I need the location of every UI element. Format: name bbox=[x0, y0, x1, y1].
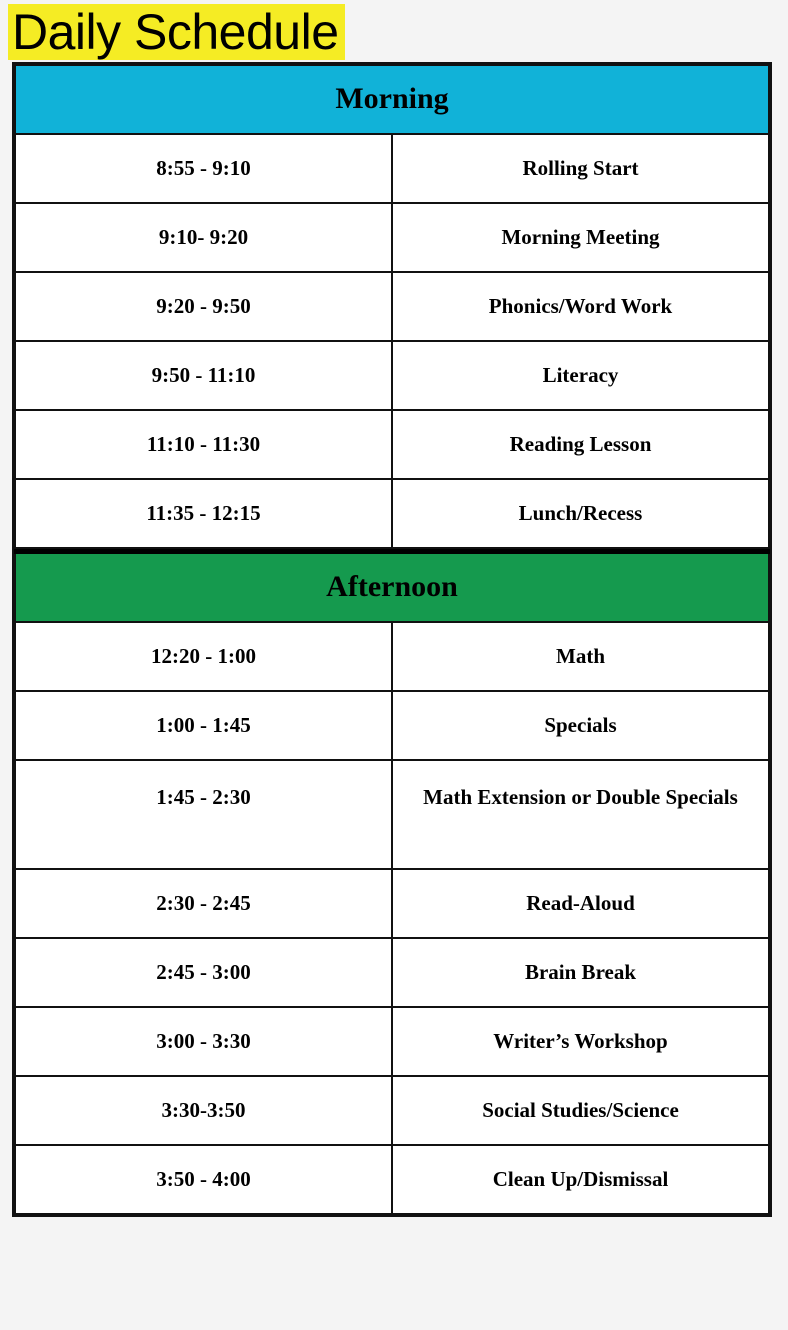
activity-cell: Read-Aloud bbox=[392, 869, 769, 938]
activity-cell: Reading Lesson bbox=[392, 410, 769, 479]
activity-cell: Phonics/Word Work bbox=[392, 272, 769, 341]
table-row bbox=[15, 479, 769, 548]
time-cell: 9:20 - 9:50 bbox=[15, 272, 392, 341]
time-cell: 3:30-3:50 bbox=[15, 1076, 392, 1145]
activity-cell: Math Extension or Double Specials bbox=[392, 760, 769, 869]
time-cell: 1:00 - 1:45 bbox=[15, 691, 392, 760]
morning-section-header-row bbox=[15, 65, 769, 134]
activity-cell: Clean Up/Dismissal bbox=[392, 1145, 769, 1214]
activity-cell: Morning Meeting bbox=[392, 203, 769, 272]
table-row bbox=[15, 272, 769, 341]
time-cell: 11:10 - 11:30 bbox=[15, 410, 392, 479]
morning-section-heading: Morning bbox=[15, 65, 769, 134]
table-row bbox=[15, 341, 769, 410]
activity-cell: Rolling Start bbox=[392, 134, 769, 203]
afternoon-section-header-row bbox=[15, 552, 769, 623]
afternoon-schedule-table bbox=[14, 549, 770, 1215]
page-title-container bbox=[0, 0, 788, 62]
table-row bbox=[15, 1007, 769, 1076]
schedule-table-container bbox=[12, 62, 772, 1217]
table-row bbox=[15, 622, 769, 691]
afternoon-section-heading: Afternoon bbox=[15, 552, 769, 623]
morning-schedule-table bbox=[14, 64, 770, 549]
time-cell: 8:55 - 9:10 bbox=[15, 134, 392, 203]
time-cell: 2:30 - 2:45 bbox=[15, 869, 392, 938]
table-row bbox=[15, 410, 769, 479]
table-row bbox=[15, 1076, 769, 1145]
table-row bbox=[15, 869, 769, 938]
time-cell: 12:20 - 1:00 bbox=[15, 622, 392, 691]
table-row bbox=[15, 760, 769, 869]
table-row bbox=[15, 134, 769, 203]
table-row bbox=[15, 691, 769, 760]
time-cell: 9:10- 9:20 bbox=[15, 203, 392, 272]
time-cell: 11:35 - 12:15 bbox=[15, 479, 392, 548]
activity-cell: Brain Break bbox=[392, 938, 769, 1007]
activity-cell: Social Studies/Science bbox=[392, 1076, 769, 1145]
time-cell: 3:00 - 3:30 bbox=[15, 1007, 392, 1076]
table-row bbox=[15, 1145, 769, 1214]
table-row bbox=[15, 203, 769, 272]
activity-cell: Math bbox=[392, 622, 769, 691]
activity-cell: Lunch/Recess bbox=[392, 479, 769, 548]
time-cell: 3:50 - 4:00 bbox=[15, 1145, 392, 1214]
time-cell: 9:50 - 11:10 bbox=[15, 341, 392, 410]
time-cell: 2:45 - 3:00 bbox=[15, 938, 392, 1007]
activity-cell: Writer’s Workshop bbox=[392, 1007, 769, 1076]
page-title: Daily Schedule bbox=[8, 4, 345, 60]
activity-cell: Specials bbox=[392, 691, 769, 760]
table-row bbox=[15, 938, 769, 1007]
time-cell: 1:45 - 2:30 bbox=[15, 760, 392, 869]
activity-cell: Literacy bbox=[392, 341, 769, 410]
